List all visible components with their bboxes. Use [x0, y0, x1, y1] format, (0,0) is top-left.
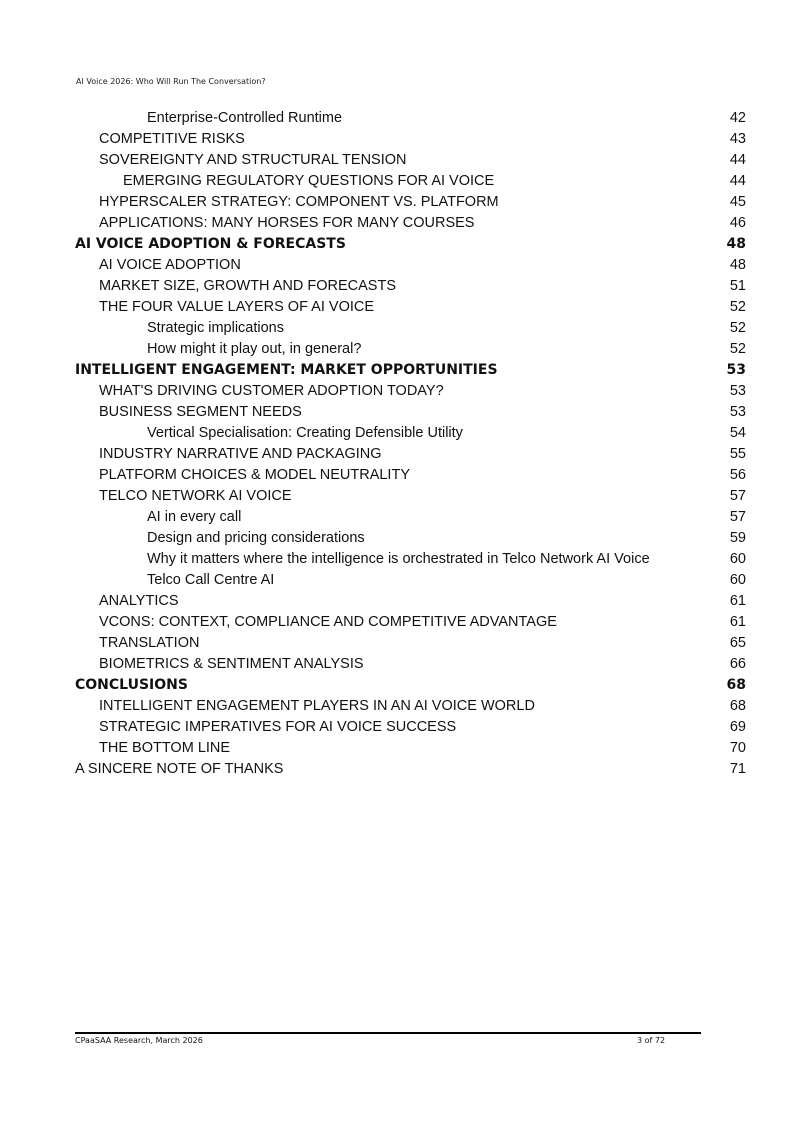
- toc-entry-page: 65: [729, 635, 746, 651]
- toc-entry[interactable]: [0, 129, 795, 150]
- toc-entry-title: AI VOICE ADOPTION: [99, 257, 241, 273]
- toc-entry[interactable]: [0, 654, 795, 675]
- toc-entry[interactable]: [0, 486, 795, 507]
- toc-entry[interactable]: [0, 150, 795, 171]
- toc-entry-page: 52: [729, 299, 746, 315]
- toc-entry-page: 56: [729, 467, 746, 483]
- toc-entry-title: INTELLIGENT ENGAGEMENT PLAYERS IN AN AI VOICE WORLD: [99, 698, 535, 714]
- toc-chapter[interactable]: [0, 360, 795, 381]
- toc-entry-page: 69: [729, 719, 746, 735]
- toc-entry-title: A SINCERE NOTE OF THANKS: [75, 761, 284, 777]
- toc-entry-page: 70: [729, 740, 746, 756]
- toc-entry-title: AI VOICE ADOPTION & FORECASTS: [75, 236, 346, 252]
- toc-entry-title: BIOMETRICS & SENTIMENT ANALYSIS: [99, 656, 364, 672]
- toc-entry[interactable]: [0, 633, 795, 654]
- toc-entry[interactable]: [0, 297, 795, 318]
- toc-entry-page: 44: [729, 173, 746, 189]
- toc-entry[interactable]: [0, 276, 795, 297]
- toc-entry-page: 53: [729, 404, 746, 420]
- toc-entry[interactable]: [0, 339, 795, 360]
- toc-entry-page: 52: [729, 320, 746, 336]
- toc-entry-title: HYPERSCALER STRATEGY: COMPONENT VS. PLATFORM: [99, 194, 499, 210]
- toc-entry-page: 68: [726, 677, 746, 693]
- toc-entry[interactable]: [0, 549, 795, 570]
- toc-entry[interactable]: [0, 381, 795, 402]
- toc-entry[interactable]: [0, 423, 795, 444]
- toc-entry[interactable]: [0, 570, 795, 591]
- toc-entry-page: 51: [729, 278, 746, 294]
- toc-entry-page: 59: [729, 530, 746, 546]
- toc-entry-title: AI in every call: [147, 509, 242, 525]
- toc-entry-title: WHAT'S DRIVING CUSTOMER ADOPTION TODAY?: [99, 383, 444, 399]
- toc-entry-title: Why it matters where the intelligence is orchestrated in Telco Network AI Voice: [147, 551, 650, 567]
- toc-entry-page: 60: [729, 572, 746, 588]
- footer-divider: [75, 1032, 701, 1034]
- toc-entry[interactable]: [0, 192, 795, 213]
- toc-entry[interactable]: [0, 696, 795, 717]
- toc-entry-title: VCONS: CONTEXT, COMPLIANCE AND COMPETITIVE ADVANTAGE: [99, 614, 557, 630]
- toc-entry-page: 57: [729, 488, 746, 504]
- toc-entry-page: 66: [729, 656, 746, 672]
- toc-entry-title: CONCLUSIONS: [75, 677, 188, 693]
- toc-entry-page: 53: [729, 383, 746, 399]
- toc-entry-title: THE BOTTOM LINE: [99, 740, 231, 756]
- toc-entry-page: 45: [729, 194, 746, 210]
- toc-entry[interactable]: [0, 402, 795, 423]
- running-header: AI Voice 2026: Who Will Run The Conversation?: [76, 77, 266, 86]
- toc-entry-title: APPLICATIONS: MANY HORSES FOR MANY COURSES: [99, 215, 475, 231]
- toc-entry-page: 61: [729, 593, 746, 609]
- toc-entry-title: STRATEGIC IMPERATIVES FOR AI VOICE SUCCESS: [99, 719, 457, 735]
- toc-entry-title: Strategic implications: [147, 320, 284, 336]
- toc-entry[interactable]: [0, 108, 795, 129]
- toc-entry-page: 52: [729, 341, 746, 357]
- toc-entry-page: 43: [729, 131, 746, 147]
- toc-entry[interactable]: [0, 717, 795, 738]
- toc-entry-title: MARKET SIZE, GROWTH AND FORECASTS: [99, 278, 397, 294]
- footer-publisher: CPaaSAA Research, March 2026: [75, 1036, 203, 1045]
- toc-entry-title: TRANSLATION: [99, 635, 200, 651]
- toc-entry-title: COMPETITIVE RISKS: [99, 131, 245, 147]
- toc-chapter[interactable]: [0, 234, 795, 255]
- toc-entry[interactable]: [0, 591, 795, 612]
- toc-entry-title: INTELLIGENT ENGAGEMENT: MARKET OPPORTUNITIES: [75, 362, 498, 378]
- toc-entry[interactable]: [0, 465, 795, 486]
- toc-entry-page: 55: [729, 446, 746, 462]
- toc-entry[interactable]: [0, 612, 795, 633]
- toc-entry[interactable]: [0, 528, 795, 549]
- toc-entry-title: THE FOUR VALUE LAYERS OF AI VOICE: [99, 299, 375, 315]
- toc-entry-page: 71: [729, 761, 746, 777]
- toc-entry[interactable]: [0, 213, 795, 234]
- toc-entry-title: How might it play out, in general?: [147, 341, 362, 357]
- toc-entry[interactable]: [0, 171, 795, 192]
- toc-entry-page: 48: [726, 236, 746, 252]
- toc-entry-title: TELCO NETWORK AI VOICE: [99, 488, 292, 504]
- toc-entry[interactable]: [0, 444, 795, 465]
- toc-entry-page: 54: [729, 425, 746, 441]
- toc-entry-title: PLATFORM CHOICES & MODEL NEUTRALITY: [99, 467, 410, 483]
- footer-page-number: 3 of 72: [637, 1036, 666, 1045]
- toc-entry-title: SOVEREIGNTY AND STRUCTURAL TENSION: [99, 152, 407, 168]
- toc-entry-page: 57: [729, 509, 746, 525]
- toc-entry-page: 61: [729, 614, 746, 630]
- toc-entry-title: Enterprise-Controlled Runtime: [147, 110, 343, 126]
- toc-entry-title: EMERGING REGULATORY QUESTIONS FOR AI VOICE: [123, 173, 495, 189]
- toc-entry-page: 46: [729, 215, 746, 231]
- toc-entry-title: Vertical Specialisation: Creating Defensible Utility: [147, 425, 463, 441]
- toc-entry-title: Design and pricing considerations: [147, 530, 365, 546]
- toc-entry-page: 44: [729, 152, 746, 168]
- toc-entry[interactable]: [0, 255, 795, 276]
- toc-entry-page: 53: [726, 362, 746, 378]
- toc-entry-page: 48: [729, 257, 746, 273]
- toc-chapter[interactable]: [0, 675, 795, 696]
- toc-entry[interactable]: [0, 507, 795, 528]
- toc-entry-page: 68: [729, 698, 746, 714]
- toc-entry-title: Telco Call Centre AI: [147, 572, 275, 588]
- toc-entry-title: BUSINESS SEGMENT NEEDS: [99, 404, 302, 420]
- toc-entry[interactable]: [0, 759, 795, 780]
- toc-entry-page: 60: [729, 551, 746, 567]
- toc-entry-page: 42: [729, 110, 746, 126]
- toc-entry[interactable]: [0, 738, 795, 759]
- toc-entry[interactable]: [0, 318, 795, 339]
- toc-entry-title: ANALYTICS: [99, 593, 179, 609]
- toc-entry-title: INDUSTRY NARRATIVE AND PACKAGING: [99, 446, 382, 462]
